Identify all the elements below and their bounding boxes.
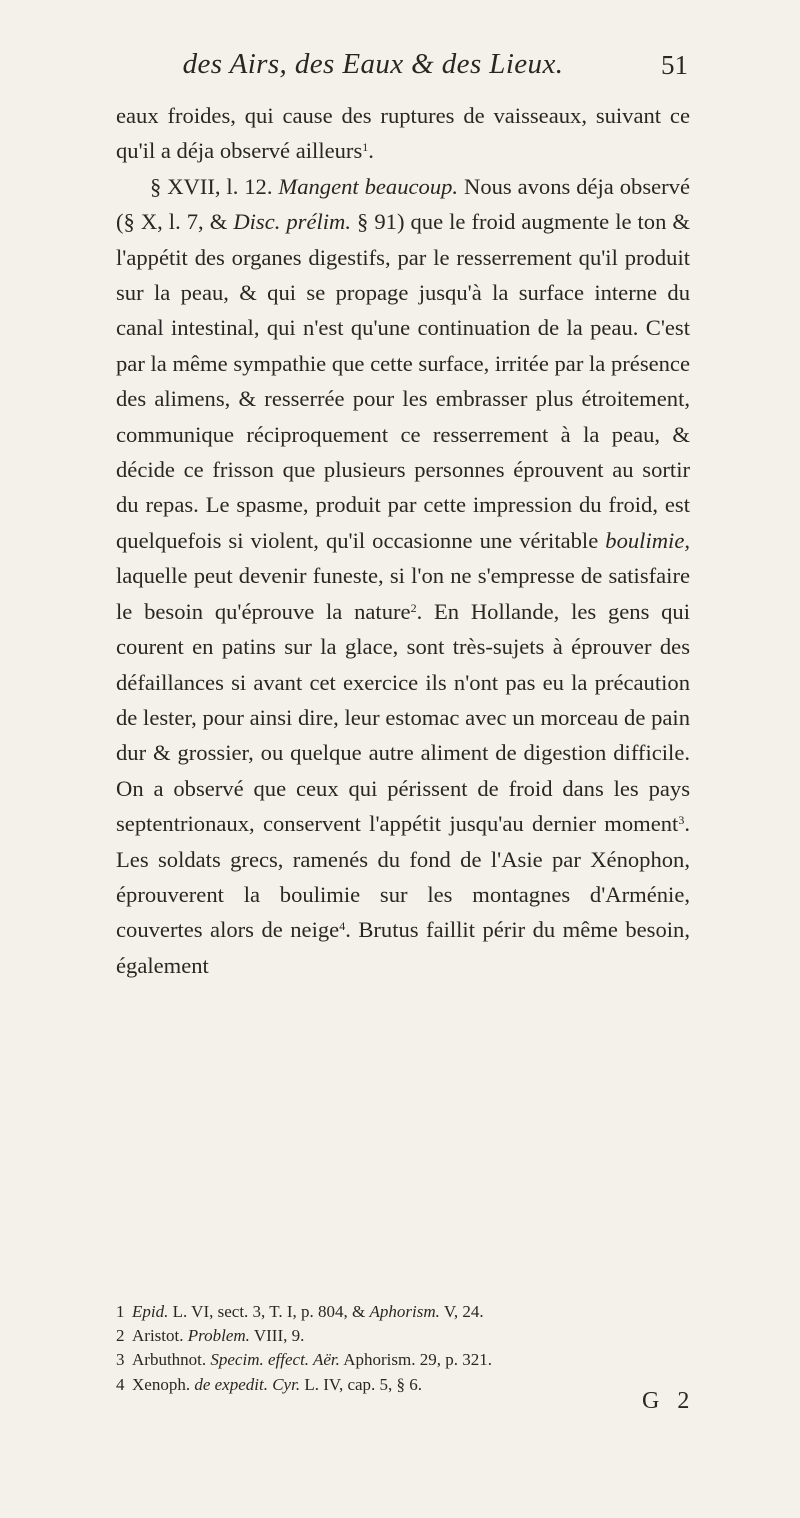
paragraph-1 xyxy=(116,98,690,169)
signature-mark: G 2 xyxy=(642,1388,696,1414)
footnote-part: Aristot. xyxy=(132,1326,188,1346)
footnote xyxy=(116,1373,690,1397)
footnote-part: L. VI, sect. 3, T. I, p. 804, & xyxy=(168,1302,370,1321)
paragraph-text: . Les soldats grecs, ramenés du fond de l'Asie par Xénophon, éprouverent la boulimie sur les montagnes d'Arménie, couvertes alors de neige xyxy=(116,811,690,943)
footnote-number: 1 xyxy=(116,1302,125,1321)
footnote-text xyxy=(132,1300,484,1324)
footnote-part: Aphorism. 29, p. 321. xyxy=(339,1350,492,1370)
paragraph-text: . xyxy=(368,138,374,164)
footnote-ref: 4 xyxy=(339,919,346,934)
paragraph-text: . En Hollande, les gens qui courent en patins sur la glace, sont très-sujets à éprouver des défaillances si avant cet exercice ils n'ont pas eu la précaution de lester, pour ainsi dire, leur estomac avec un morceau de pain dur & grossier, ou quelque autre aliment de digestion difficile. On a observé que ceux qui périssent de froid dans les pays septentrionaux, conservent l'appétit jusqu'au dernier moment xyxy=(116,598,691,837)
footnote-part: VIII, 9. xyxy=(249,1326,305,1346)
footnote-text xyxy=(132,1348,492,1372)
footnote-part: L. IV, cap. 5, § 6. xyxy=(300,1374,423,1394)
footnote-ref: 2 xyxy=(410,600,417,615)
footnote-number: 4 xyxy=(116,1374,125,1394)
paragraph-text: laquelle peut devenir funeste, si l'on ne s'empresse de satisfaire le besoin qu'éprouve la nature xyxy=(116,563,690,624)
paragraph-text: . Brutus faillit périr du même besoin, également xyxy=(116,917,690,978)
footnote-part: Aphorism. xyxy=(369,1302,440,1321)
footnote-part: de expedit. Cyr. xyxy=(194,1374,301,1394)
footnote-part: Arbuthnot. xyxy=(132,1350,211,1370)
footnotes xyxy=(116,1300,690,1397)
paragraph-text: Nous avons déja observé (§ X, l. 7, & xyxy=(116,173,690,235)
citation-title: Disc. prélim. xyxy=(233,209,352,235)
footnote xyxy=(116,1324,690,1348)
body-text xyxy=(116,98,690,983)
running-title: des Airs, des Eaux & des Lieux. xyxy=(182,48,564,80)
section-heading: Mangent beaucoup. xyxy=(278,173,459,199)
running-head xyxy=(118,48,688,92)
footnote-ref: 3 xyxy=(678,813,685,828)
page-number: 51 xyxy=(661,50,688,80)
section-ref: § XVII, l. 12. xyxy=(150,173,273,199)
footnote-part: V, 24. xyxy=(439,1302,484,1321)
term: boulimie, xyxy=(605,527,690,553)
footnote-ref: 1 xyxy=(362,140,369,155)
footnote-part: Specim. effect. Aër. xyxy=(210,1350,340,1370)
paragraph-2 xyxy=(116,169,690,983)
footnote-number: 2 xyxy=(116,1326,125,1346)
footnote xyxy=(116,1300,690,1324)
footnote-part: Problem. xyxy=(187,1326,250,1346)
footnote-part: Xenoph. xyxy=(132,1374,195,1394)
footnote-text xyxy=(132,1373,422,1397)
footnote-number: 3 xyxy=(116,1350,125,1370)
footnote-text xyxy=(132,1324,304,1348)
paragraph-text: § 91) que le froid augmente le ton & l'appétit des organes digestifs, par le resserrement qu'il produit sur la peau, & qui se propage jusqu'à la surface interne du canal intestinal, qui n'est qu'une continuation de la peau. C'est par la même sympathie que cette surface, irritée par la présence des alimens, & resserrée pour les embrasser plus étroitement, communique réciproquement ce resserrement à la peau, & décide ce frisson que plusieurs personnes éprouvent au sortir du repas. Le spasme, produit par cette impression du froid, est quelquefois si violent, qu'il occasionne une véritable xyxy=(116,209,690,553)
footnote-part: Epid. xyxy=(132,1302,169,1321)
paragraph-text: eaux froides, qui cause des ruptures de vaisseaux, suivant ce qu'il a déja observé ailleurs xyxy=(116,103,690,164)
footnote xyxy=(116,1348,690,1372)
